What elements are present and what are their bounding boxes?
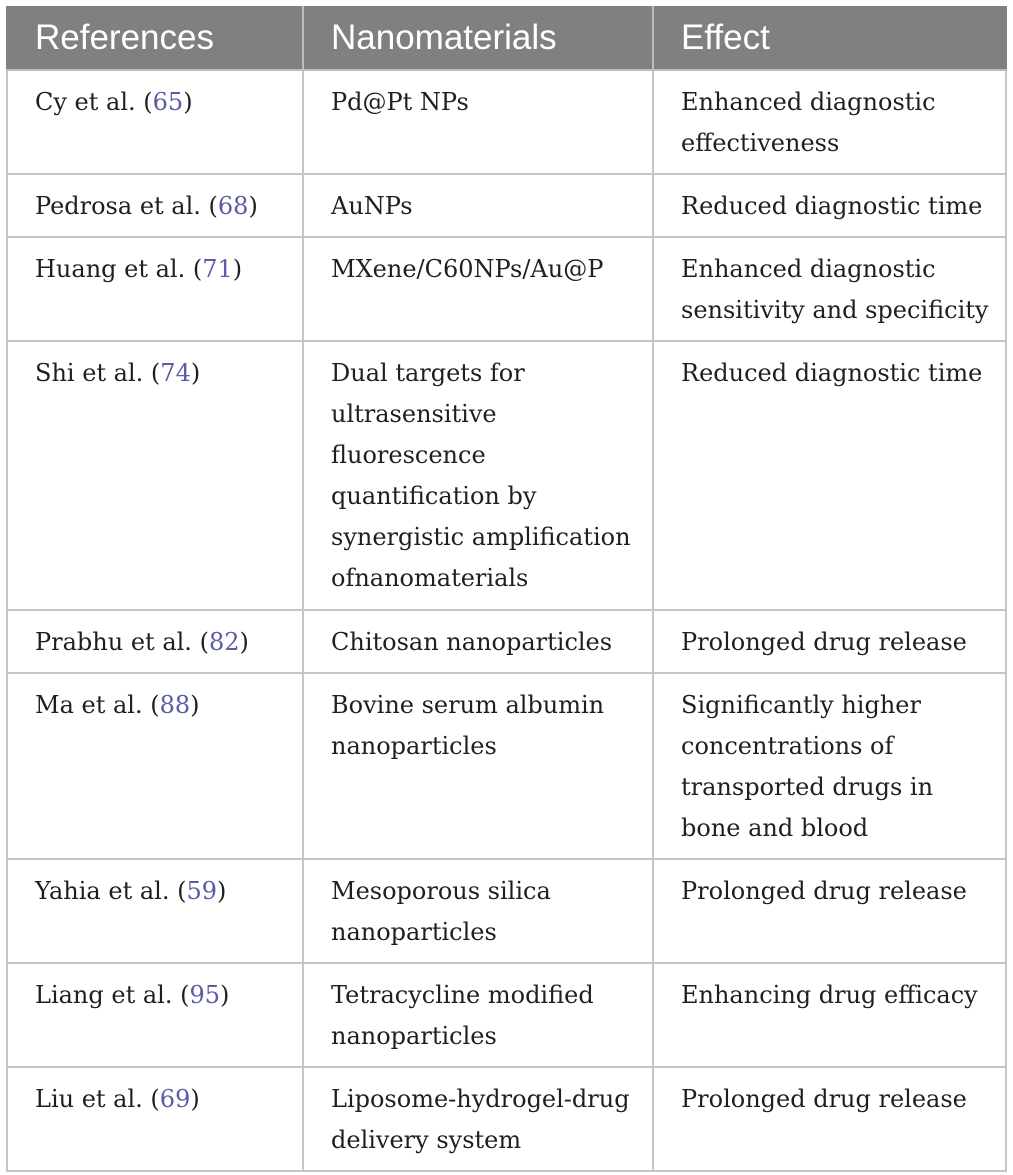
citation-link[interactable]: 69 [159,1085,191,1113]
table-row [7,237,1006,341]
reference-cell: Liang et al. (95) [7,963,303,1067]
header-nanomaterials: Nanomaterials [303,7,653,71]
table-row [7,1067,1006,1171]
citation-link[interactable]: 74 [160,359,191,387]
material-cell: AuNPs [303,174,653,237]
reference-cell: Shi et al. (74) [7,341,303,610]
material-cell: Mesoporous silica nanoparticles [303,859,653,963]
reference-cell: Ma et al. (88) [7,673,303,859]
material-cell: Bovine serum albumin nanoparticles [303,673,653,859]
table-row [7,70,1006,174]
header-row [7,7,1006,71]
author: Liu et al. [35,1085,143,1113]
author: Ma et al. [35,691,143,719]
effect-cell: Enhanced diagnostic sensitivity and specificity [653,237,1006,341]
table-row [7,963,1006,1067]
reference-cell: Huang et al. (71) [7,237,303,341]
table-row [7,610,1006,673]
effect-cell: Prolonged drug release [653,1067,1006,1171]
effect-cell: Enhanced diagnostic effectiveness [653,70,1006,174]
header-effect: Effect [653,7,1006,71]
table-row [7,859,1006,963]
author: Prabhu et al. [35,628,192,656]
citation-link[interactable]: 95 [189,981,221,1009]
table-container [6,6,1005,1172]
reference-cell: Pedrosa et al. (68) [7,174,303,237]
header-references: References [7,7,303,71]
author: Yahia et al. [35,877,170,905]
citation-link[interactable]: 68 [217,192,249,220]
material-cell: Liposome-hydrogel-drug delivery system [303,1067,653,1171]
citation-link[interactable]: 71 [202,255,233,283]
nanomaterials-table [6,6,1007,1172]
table-row [7,673,1006,859]
material-cell: MXene/C60NPs/Au@P [303,237,653,341]
author: Pedrosa et al. [35,192,201,220]
material-cell: Tetracycline modified nanoparticles [303,963,653,1067]
effect-cell: Prolonged drug release [653,859,1006,963]
citation-link[interactable]: 82 [208,628,240,656]
citation-link[interactable]: 59 [186,877,217,905]
effect-cell: Significantly higher concentrations of transported drugs in bone and blood [653,673,1006,859]
effect-cell: Enhancing drug efficacy [653,963,1006,1067]
author: Huang et al. [35,255,186,283]
reference-cell: Cy et al. (65) [7,70,303,174]
author: Cy et al. [35,88,136,116]
reference-cell: Prabhu et al. (82) [7,610,303,673]
citation-link[interactable]: 88 [159,691,191,719]
material-cell: Dual targets for ultrasensitive fluorescence quantification by synergistic amplification ofnanomaterials [303,341,653,610]
effect-cell: Reduced diagnostic time [653,341,1006,610]
material-cell: Pd@Pt NPs [303,70,653,174]
author: Shi et al. [35,359,144,387]
table-row [7,341,1006,610]
reference-cell: Yahia et al. (59) [7,859,303,963]
material-cell: Chitosan nanoparticles [303,610,653,673]
effect-cell: Prolonged drug release [653,610,1006,673]
author: Liang et al. [35,981,173,1009]
reference-cell: Liu et al. (69) [7,1067,303,1171]
citation-link[interactable]: 65 [152,88,184,116]
effect-cell: Reduced diagnostic time [653,174,1006,237]
table-row [7,174,1006,237]
